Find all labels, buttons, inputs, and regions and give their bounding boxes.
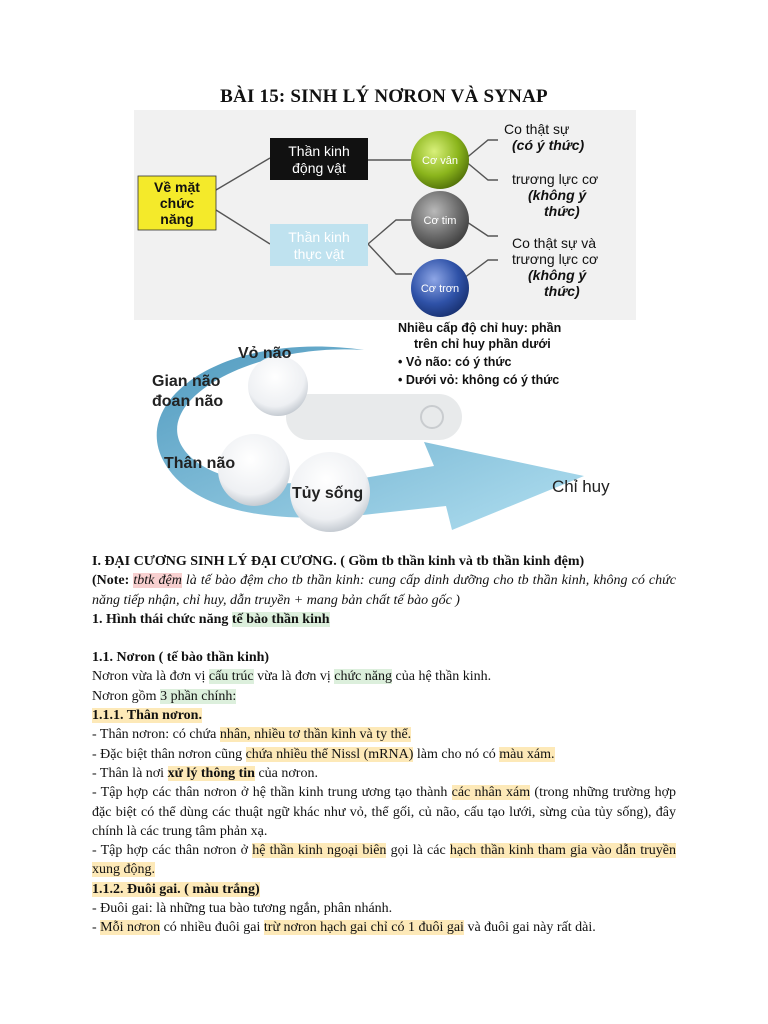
- list-item-2: [92, 745, 676, 764]
- outcome-1-line-1: Co thật sự: [504, 121, 570, 137]
- outcome-2-line-2: (không ý: [528, 187, 587, 203]
- l2-highlight-nissl: chứa nhiều thể Nissl (mRNA): [245, 746, 414, 762]
- heading-1-1-1: [92, 706, 676, 725]
- command-label: Chỉ huy: [552, 477, 610, 496]
- paragraph-1: [92, 667, 676, 686]
- spacer: [92, 629, 676, 648]
- l4-highlight: các nhân xám: [451, 785, 531, 801]
- hierarchy-line-2: trên chỉ huy phần dưới: [414, 337, 551, 351]
- root-line-3: năng: [160, 211, 194, 227]
- figure-svg: [134, 110, 636, 550]
- l7-highlight-neuron: Mỗi nơron: [100, 920, 161, 936]
- list-item-7: [92, 918, 676, 937]
- document-body: [92, 552, 676, 938]
- l2-text-c: làm cho nó có: [413, 746, 500, 762]
- nervous-system-figure: [134, 110, 636, 550]
- diencephalon-label-2: đoan não: [152, 393, 224, 410]
- cardiac-muscle-label: Cơ tim: [423, 215, 457, 227]
- l5-highlight-peripheral: hệ thần kinh ngoại biên: [252, 843, 387, 859]
- list-item-6: - Đuôi gai: là những tua bào tương ngắn, phân nhánh.: [92, 901, 393, 917]
- cortex-bubble: [248, 356, 308, 416]
- note-prefix: (Note:: [92, 573, 134, 589]
- l5-highlight-ganglia: hạch thần kinh tham gia vào dẫn truyền xung động.: [92, 843, 676, 878]
- l2-highlight-gray: màu xám.: [499, 746, 555, 762]
- heading-1-prefix: 1. Hình thái chức năng: [92, 611, 232, 627]
- outcome-3-line-4: thức): [544, 283, 580, 299]
- skeletal-muscle-label: Cơ vân: [422, 155, 458, 167]
- root-line-1: Về mặt: [154, 179, 200, 195]
- l4-text-a: - Tập hợp các thân nơron ở hệ thần kinh trung ương tạo thành: [92, 785, 452, 801]
- paragraph-2: [92, 687, 676, 706]
- outcome-3-line-3: (không ý: [528, 267, 587, 283]
- l3-highlight: xử lý thông tin: [167, 765, 255, 781]
- l4-text-c: (trong những trường hợp đặc biệt có thể dùng các thuật ngữ khác như vỏ, thể gối, củ não, cấu tạo lưới, sừng của tủy sống), đây chính là các trung tâm phản xạ.: [92, 785, 676, 839]
- list-item-4: [92, 783, 676, 841]
- list-item-3: [92, 764, 676, 783]
- l3-text-a: - Thân là nơi: [92, 765, 168, 781]
- l7-text-e: và đuôi gai này rất dài.: [463, 920, 596, 936]
- p1-text-c: vừa là đơn vị: [253, 669, 335, 685]
- root-line-2: chức: [159, 195, 195, 211]
- outcome-2-line-1: trương lực cơ: [512, 171, 599, 187]
- l7-highlight-exception: trừ nơron hạch gai chỉ có 1 đuôi gai: [263, 920, 464, 936]
- hierarchy-line-1: Nhiều cấp độ chỉ huy: phần: [398, 321, 562, 335]
- outcome-3-line-1: Co thật sự và: [512, 235, 597, 251]
- hierarchy-bullet-1: • Vỏ não: có ý thức: [398, 355, 512, 369]
- brainstem-label: Thân não: [164, 455, 236, 472]
- heading-1-highlight: tế bào thần kinh: [231, 611, 330, 627]
- diencephalon-label-1: Gian não: [152, 373, 221, 390]
- page-title: BÀI 15: SINH LÝ NƠRON VÀ SYNAP: [220, 86, 548, 107]
- l3-text-c: của nơron.: [254, 765, 318, 781]
- note-body: là tế bào đệm cho tb thần kinh: cung cấp dinh dưỡng cho tb thần kinh, không có chức năng tiếp nhận, chỉ huy, dẫn truyền + mang bản chất tế bào gốc ): [92, 573, 676, 608]
- outcome-3-line-2: trương lực cơ: [512, 251, 599, 267]
- p1-highlight-function: chức năng: [334, 669, 393, 685]
- list-item-1: [92, 725, 676, 744]
- note-paragraph: [92, 571, 676, 610]
- section-1-heading: I. ĐẠI CƯƠNG SINH LÝ ĐẠI CƯƠNG. ( Gồm tb thần kinh và tb thần kinh đệm): [92, 554, 585, 569]
- spinal-cord-label: Tủy sống: [292, 485, 364, 502]
- somatic-line-1: Thần kinh: [288, 143, 350, 159]
- list-item-5: [92, 841, 676, 880]
- autonomic-line-1: Thần kinh: [288, 229, 350, 245]
- l2-text-a: - Đặc biệt thân nơron cũng: [92, 746, 246, 762]
- smooth-muscle-label: Cơ trơn: [420, 283, 460, 295]
- l5-text-c: gọi là các: [386, 843, 450, 859]
- heading-1-1-2-text: 1.1.2. Đuôi gai. ( màu trắng): [92, 881, 260, 897]
- cortex-label: Vỏ não: [238, 345, 292, 362]
- l1-highlight: nhân, nhiều tơ thần kinh và ty thể.: [219, 727, 412, 743]
- outcome-1-line-2: (có ý thức): [512, 137, 585, 153]
- l1-text-a: - Thân nơron: có chứa: [92, 727, 220, 743]
- l5-text-a: - Tập hợp các thân nơron ở: [92, 843, 253, 859]
- autonomic-line-2: thực vật: [293, 246, 345, 262]
- p1-highlight-structure: cấu trúc: [208, 669, 254, 685]
- l7-text-a: -: [92, 920, 101, 936]
- outcome-2-line-3: thức): [544, 203, 580, 219]
- heading-1-1: 1.1. Nơron ( tế bào thần kinh): [92, 650, 270, 666]
- p1-text-e: của hệ thần kinh.: [392, 669, 492, 685]
- p1-text-a: Nơron vừa là đơn vị: [92, 669, 209, 685]
- somatic-line-2: động vật: [292, 160, 346, 176]
- heading-1-1-1-text: 1.1.1. Thân nơron.: [92, 708, 202, 724]
- hierarchy-bullet-2: • Dưới vỏ: không có ý thức: [398, 373, 560, 387]
- p2-text-a: Nơron gồm: [92, 688, 161, 704]
- overlay-pill: [286, 394, 462, 440]
- l7-text-c: có nhiều đuôi gai: [160, 920, 264, 936]
- heading-1: [92, 610, 676, 629]
- heading-1-1-2: [92, 880, 676, 899]
- note-highlight: tbtk đệm: [133, 573, 182, 589]
- p2-highlight: 3 phần chính:: [160, 688, 237, 704]
